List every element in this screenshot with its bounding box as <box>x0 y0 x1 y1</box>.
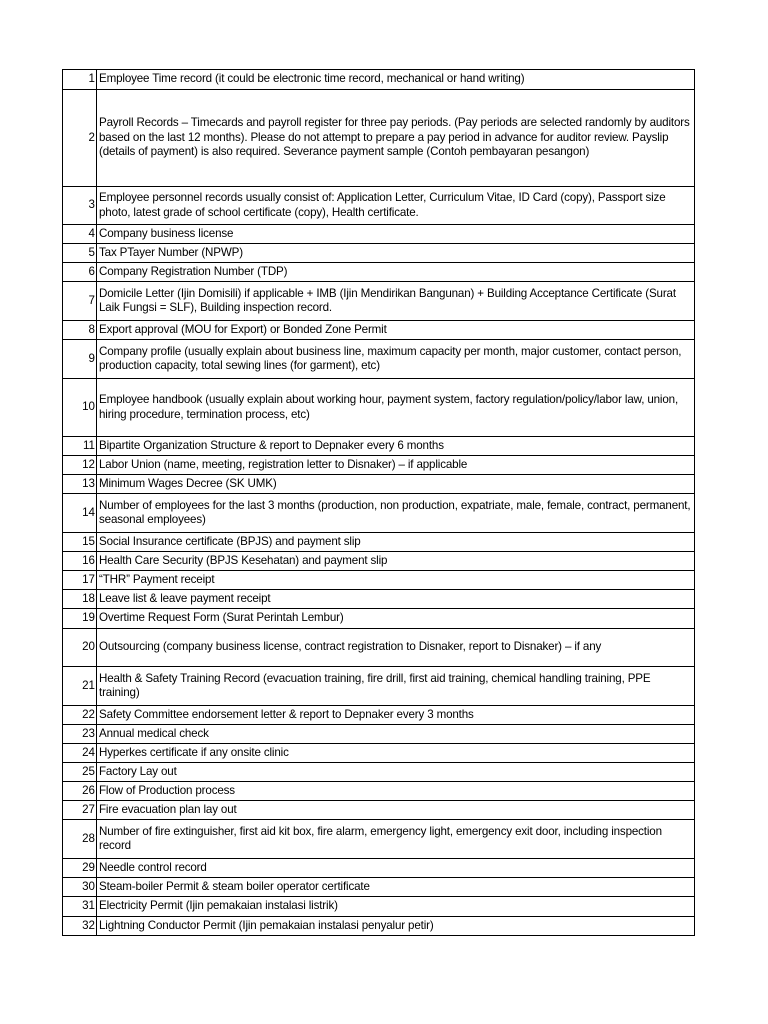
row-number: 17 <box>63 571 97 590</box>
checklist-row <box>63 820 695 859</box>
row-description: Steam-boiler Permit & steam boiler operator certificate <box>97 878 695 897</box>
row-description: Export approval (MOU for Export) or Bonded Zone Permit <box>97 321 695 340</box>
checklist-row <box>63 878 695 897</box>
checklist-row <box>63 897 695 917</box>
row-number: 3 <box>63 187 97 225</box>
checklist-row <box>63 629 695 667</box>
row-description: Factory Lay out <box>97 763 695 782</box>
row-description: Hyperkes certificate if any onsite clinic <box>97 744 695 763</box>
checklist-row <box>63 475 695 494</box>
row-number: 28 <box>63 820 97 859</box>
checklist-row <box>63 340 695 379</box>
row-description: Minimum Wages Decree (SK UMK) <box>97 475 695 494</box>
row-description: Payroll Records – Timecards and payroll register for three pay periods. (Pay periods are selected randomly by auditors based on the last 12 months). Please do not attempt to prepare a pay period in advance for auditor review. Payslip (details of payment) is also required. Severance payment sample (Contoh pembayaran pesangon) <box>97 90 695 187</box>
checklist-row <box>63 437 695 456</box>
row-description: Domicile Letter (Ijin Domisili) if applicable + IMB (Ijin Mendirikan Bangunan) + Building Acceptance Certificate (Surat Laik Fungsi = SLF), Building inspection record. <box>97 282 695 321</box>
row-description: Tax PTayer Number (NPWP) <box>97 244 695 263</box>
checklist-row <box>63 379 695 437</box>
row-number: 24 <box>63 744 97 763</box>
row-description: Outsourcing (company business license, contract registration to Disnaker, report to Disnaker) – if any <box>97 629 695 667</box>
checklist-row <box>63 282 695 321</box>
row-number: 13 <box>63 475 97 494</box>
row-number: 29 <box>63 859 97 878</box>
row-description: Bipartite Organization Structure & report to Depnaker every 6 months <box>97 437 695 456</box>
row-number: 5 <box>63 244 97 263</box>
row-description: Health Care Security (BPJS Kesehatan) and payment slip <box>97 552 695 571</box>
checklist-row <box>63 763 695 782</box>
checklist-row <box>63 590 695 609</box>
checklist-row <box>63 609 695 629</box>
checklist-row <box>63 744 695 763</box>
row-number: 18 <box>63 590 97 609</box>
row-description: Employee Time record (it could be electronic time record, mechanical or hand writing) <box>97 70 695 90</box>
row-number: 7 <box>63 282 97 321</box>
row-description: Leave list & leave payment receipt <box>97 590 695 609</box>
checklist-row <box>63 533 695 552</box>
row-number: 31 <box>63 897 97 917</box>
checklist-row <box>63 667 695 706</box>
row-number: 9 <box>63 340 97 379</box>
row-description: Number of employees for the last 3 months (production, non production, expatriate, male, female, contract, permanent, seasonal employees) <box>97 494 695 533</box>
row-number: 26 <box>63 782 97 801</box>
checklist-rows <box>63 70 695 936</box>
checklist-row <box>63 801 695 820</box>
row-description: Electricity Permit (Ijin pemakaian instalasi listrik) <box>97 897 695 917</box>
row-number: 2 <box>63 90 97 187</box>
checklist-row <box>63 90 695 187</box>
row-description: Lightning Conductor Permit (Ijin pemakaian instalasi penyalur petir) <box>97 917 695 936</box>
document-checklist-table <box>62 69 695 936</box>
checklist-row <box>63 859 695 878</box>
checklist-row <box>63 456 695 475</box>
checklist-row <box>63 725 695 744</box>
row-number: 21 <box>63 667 97 706</box>
row-number: 23 <box>63 725 97 744</box>
checklist-row <box>63 571 695 590</box>
row-description: Company Registration Number (TDP) <box>97 263 695 282</box>
checklist-row <box>63 244 695 263</box>
row-description: “THR” Payment receipt <box>97 571 695 590</box>
checklist-row <box>63 917 695 936</box>
row-description: Labor Union (name, meeting, registration letter to Disnaker) – if applicable <box>97 456 695 475</box>
row-description: Company business license <box>97 225 695 244</box>
checklist-row <box>63 263 695 282</box>
row-number: 4 <box>63 225 97 244</box>
row-description: Social Insurance certificate (BPJS) and payment slip <box>97 533 695 552</box>
row-number: 25 <box>63 763 97 782</box>
row-number: 11 <box>63 437 97 456</box>
row-number: 22 <box>63 706 97 725</box>
row-number: 14 <box>63 494 97 533</box>
checklist-row <box>63 552 695 571</box>
row-number: 27 <box>63 801 97 820</box>
row-description: Annual medical check <box>97 725 695 744</box>
row-number: 1 <box>63 70 97 90</box>
row-description: Employee personnel records usually consist of: Application Letter, Curriculum Vitae, ID Card (copy), Passport size photo, latest grade of school certificate (copy), Health certificate. <box>97 187 695 225</box>
row-number: 16 <box>63 552 97 571</box>
checklist-row <box>63 225 695 244</box>
row-description: Number of fire extinguisher, first aid kit box, fire alarm, emergency light, emergency exit door, including inspection record <box>97 820 695 859</box>
checklist-row <box>63 706 695 725</box>
row-description: Health & Safety Training Record (evacuation training, fire drill, first aid training, chemical handling training, PPE training) <box>97 667 695 706</box>
row-description: Company profile (usually explain about business line, maximum capacity per month, major customer, contact person, production capacity, total sewing lines (for garment), etc) <box>97 340 695 379</box>
checklist-row <box>63 187 695 225</box>
row-number: 12 <box>63 456 97 475</box>
checklist-row <box>63 782 695 801</box>
checklist-row <box>63 321 695 340</box>
row-number: 8 <box>63 321 97 340</box>
row-description: Flow of Production process <box>97 782 695 801</box>
row-description: Fire evacuation plan lay out <box>97 801 695 820</box>
row-description: Safety Committee endorsement letter & report to Depnaker every 3 months <box>97 706 695 725</box>
row-number: 30 <box>63 878 97 897</box>
checklist-row <box>63 70 695 90</box>
row-number: 19 <box>63 609 97 629</box>
row-description: Employee handbook (usually explain about working hour, payment system, factory regulation/policy/labor law, union, hiring procedure, termination process, etc) <box>97 379 695 437</box>
row-description: Overtime Request Form (Surat Perintah Lembur) <box>97 609 695 629</box>
row-number: 32 <box>63 917 97 936</box>
row-number: 10 <box>63 379 97 437</box>
row-description: Needle control record <box>97 859 695 878</box>
row-number: 20 <box>63 629 97 667</box>
row-number: 15 <box>63 533 97 552</box>
row-number: 6 <box>63 263 97 282</box>
checklist-row <box>63 494 695 533</box>
